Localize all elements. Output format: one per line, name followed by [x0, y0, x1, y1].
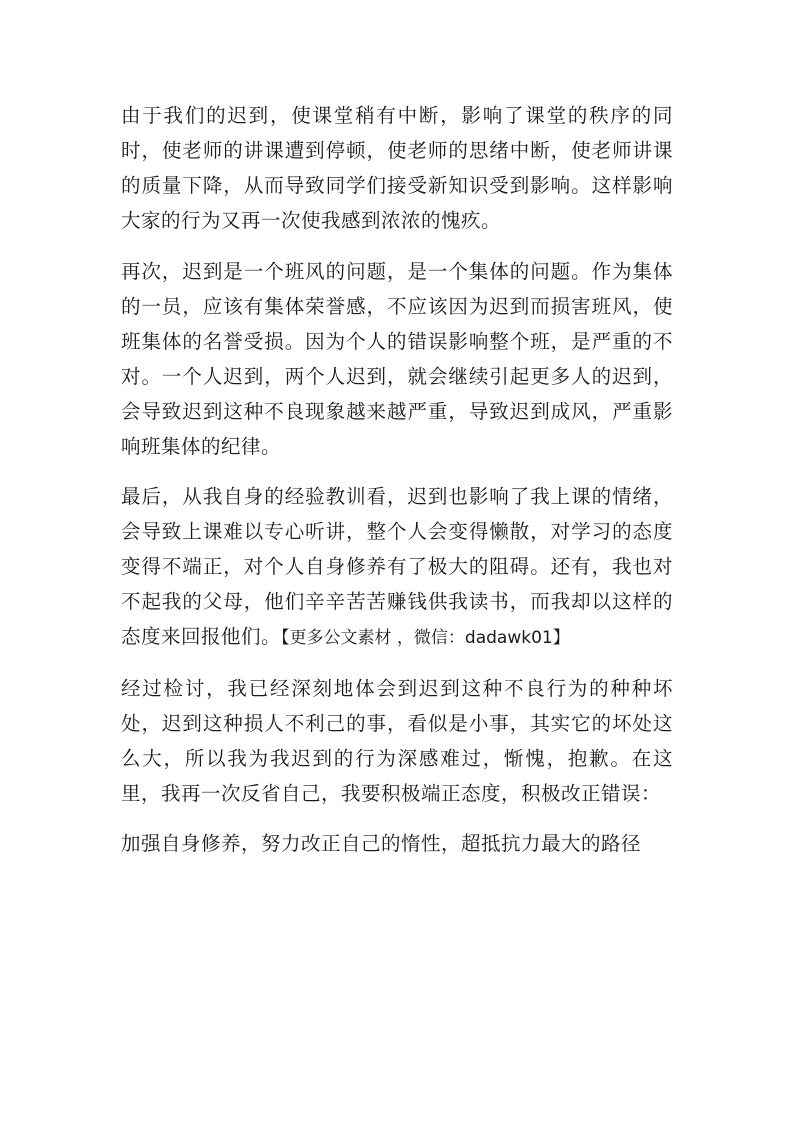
- paragraph-reflection: 经过检讨，我已经深刻地体会到迟到这种不良行为的种种坏处，迟到这种损人不利己的事，看似是小事，其实它的坏处这么大，所以我为我迟到的行为深感难过，惭愧，抱歉。在这里，我再一次反省自己，我要积极端正态度，积极改正错误：: [121, 677, 673, 805]
- paragraph-personal-impact-text: 最后，从我自身的经验教训看，迟到也影响了我上课的情绪，会导致上课难以专心听讲，整个人会变得懒散，对学习的态度变得不端正，对个人自身修养有了极大的阻碍。还有，我也对不起我的父母，他们辛辛苦苦赚钱供我读书，而我却以这样的态度来回报他们。: [121, 485, 673, 648]
- paragraph-personal-impact: [121, 479, 673, 656]
- document-body: [121, 98, 673, 876]
- paragraph-class-spirit: 再次，迟到是一个班风的问题，是一个集体的问题。作为集体的一员，应该有集体荣誉感，不应该因为迟到而损害班风，使班集体的名誉受损。因为个人的错误影响整个班，是严重的不对。一个人迟到，两个人迟到，就会继续引起更多人的迟到，会导致迟到这种不良现象越来越严重，导致迟到成风，严重影响班集体的纪律。: [121, 260, 673, 458]
- paragraph-self-improvement: 加强自身修养，努力改正自己的惰性，超抵抗力最大的路径: [121, 832, 642, 855]
- paragraph-classroom-disruption: 由于我们的迟到，使课堂稍有中断，影响了课堂的秩序的同时，使老师的讲课遭到停顿，使老师的思绪中断，使老师讲课的质量下降，从而导致同学们接受新知识受到影响。这样影响大家的行为又再一次使我感到浓浓的愧疚。: [121, 104, 673, 232]
- promo-text: 【更多公文素材 ，微信：dadawk01】: [281, 628, 570, 648]
